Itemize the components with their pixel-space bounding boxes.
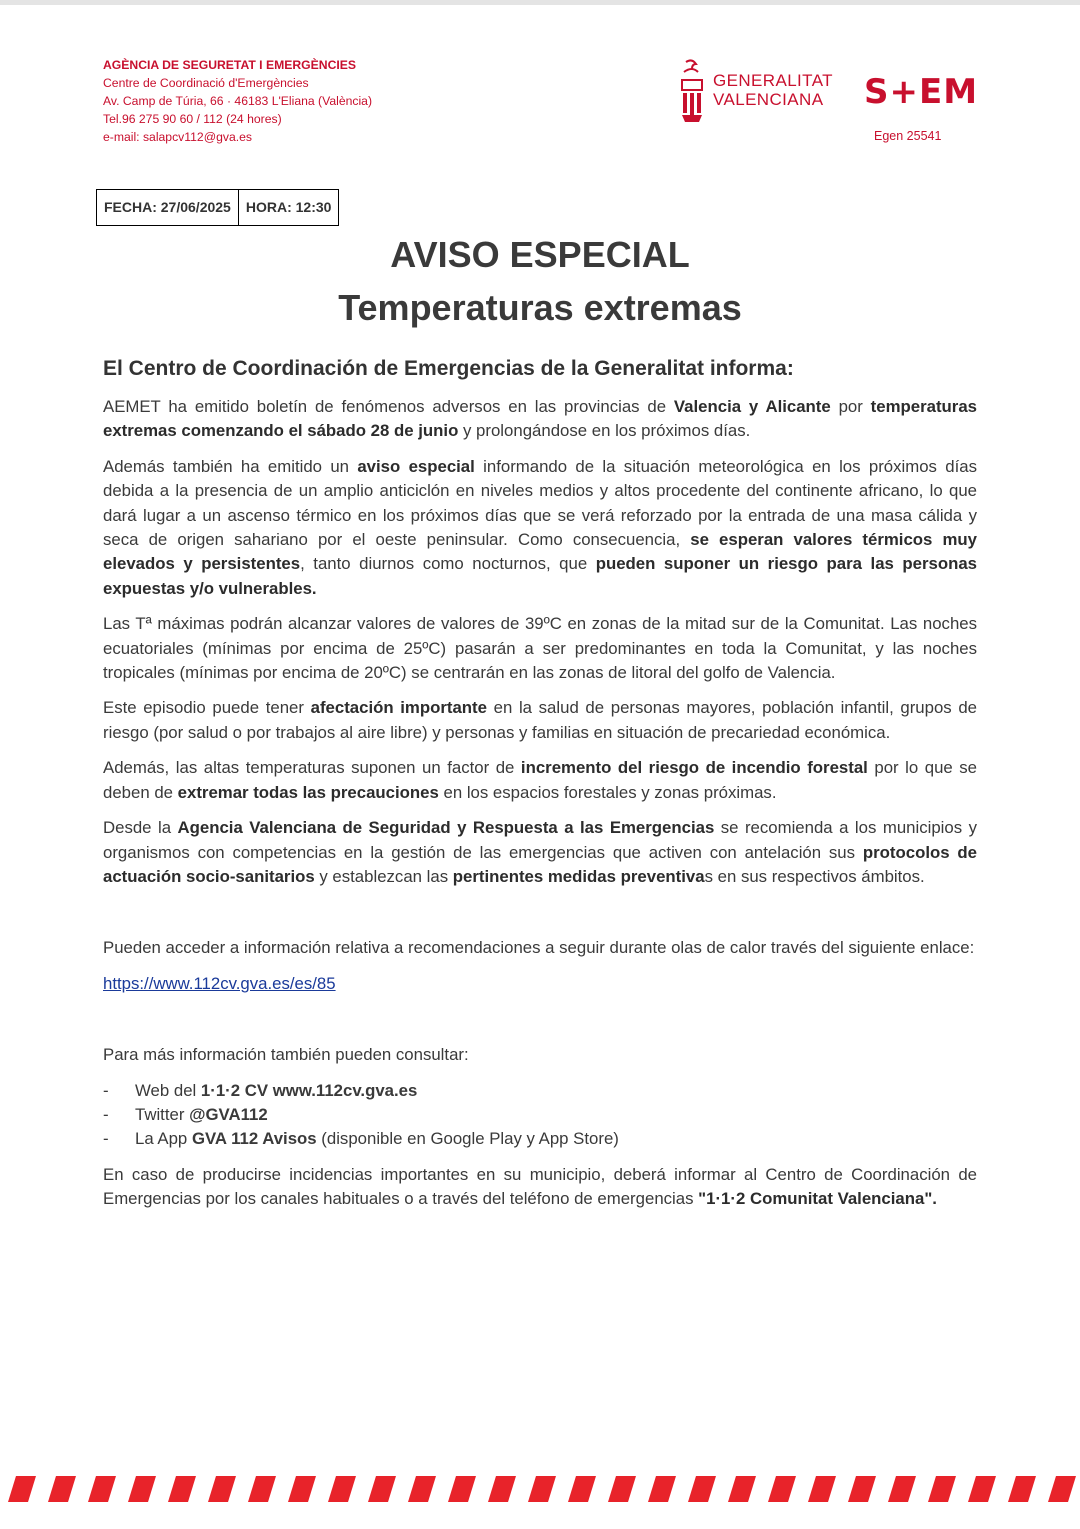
stripe-segment (928, 1476, 956, 1502)
stripe-segment (968, 1476, 996, 1502)
stripe-segment (208, 1476, 236, 1502)
stripe-segment (408, 1476, 436, 1502)
list-item-app: - La App GVA 112 Avisos (disponible en Google Play y App Store) (103, 1127, 977, 1151)
intro-heading: El Centro de Coordinación de Emergencias de la Generalitat informa: (103, 357, 794, 380)
paragraph-more-info: Para más información también pueden consultar: (103, 1045, 469, 1065)
stripe-segment (368, 1476, 396, 1502)
stripe-segment (8, 1476, 36, 1502)
date-cell: FECHA: 27/06/2025 (104, 199, 231, 215)
egen-reference: Egen 25541 (874, 129, 942, 143)
paragraph-health-impact: Este episodio puede tener afectación importante en la salud de personas mayores, población infantil, grupos de riesgo (por salud o por trabajos al aire libre) y personas y familias en situación de precariedad económica. (103, 698, 978, 742)
paragraph-agency-recommendation: Desde la Agencia Valenciana de Seguridad y Respuesta a las Emergencias se recomienda a los municipios y organismos con competencias en la gestión de las emergencias que activen con antelación sus protocolos de actuación socio-sanitarios y establezcan las pertinentes medidas preventivas en sus respectivos ámbitos. (103, 818, 977, 886)
stripe-segment (48, 1476, 76, 1502)
agency-address: Av. Camp de Túria, 66 · 46183 L'Eliana (València) (103, 94, 373, 108)
list-item-web: - Web del 1·1·2 CV www.112cv.gva.es (103, 1079, 977, 1103)
paragraph-aemet-bulletin: AEMET ha emitido boletín de fenómenos adversos en las provincias de Valencia y Alicante por temperaturas extremas comenzando el sábado 28 de junio y prolongándose en los próximos días. (103, 397, 977, 441)
paragraph-incident-reporting: En caso de producirse incidencias importantes en su municipio, deberá informar al Centro de Coordinación de Emergencias por los canales habituales o a través del teléfono de emergencias "1·1·2 Comunitat Valenciana". (103, 1164, 977, 1209)
stripe-segment (168, 1476, 196, 1502)
agency-phone: Tel.96 275 90 60 / 112 (24 hores) (103, 112, 282, 126)
sem-logo: S+EM (864, 72, 979, 112)
stripe-segment (488, 1476, 516, 1502)
document-body (103, 357, 977, 1223)
agency-centre: Centre de Coordinació d'Emergències (103, 76, 309, 90)
time-cell: HORA: 12:30 (238, 190, 339, 225)
agency-email: e-mail: salapcv112@gva.es (103, 130, 252, 144)
stripe-segment (128, 1476, 156, 1502)
stripe-segment (1008, 1476, 1036, 1502)
generalitat-seal-icon (676, 58, 710, 124)
stripe-segment (848, 1476, 876, 1502)
stripe-segment (88, 1476, 116, 1502)
bottom-stripe-border (0, 1474, 1080, 1504)
info-sources-list (103, 1079, 977, 1152)
stripe-segment (1048, 1476, 1076, 1502)
top-border (0, 0, 1080, 5)
stripe-segment (888, 1476, 916, 1502)
document-subtitle: Temperaturas extremas (338, 287, 742, 328)
stripe-segment (688, 1476, 716, 1502)
stripe-segment (608, 1476, 636, 1502)
recommendations-link[interactable]: https://www.112cv.gva.es/es/85 (103, 973, 336, 993)
stripe-segment (648, 1476, 676, 1502)
gva-line-1: GENERALITAT (713, 71, 833, 90)
agency-address-block (103, 56, 372, 146)
stripe-segment (288, 1476, 316, 1502)
stripe-segment (728, 1476, 756, 1502)
agency-name: AGÈNCIA DE SEGURETAT I EMERGÈNCIES (103, 58, 357, 72)
generalitat-logo (676, 58, 846, 124)
stripe-segment (248, 1476, 276, 1502)
stripe-segment (528, 1476, 556, 1502)
list-item-twitter: - Twitter @GVA112 (103, 1103, 977, 1127)
paragraph-fire-risk: Además, las altas temperaturas suponen un factor de incremento del riesgo de incendio forestal por lo que se deben de extremar todas las precauciones en los espacios forestales y zonas próximas. (103, 758, 977, 802)
stripe-segment (568, 1476, 596, 1502)
paragraph-special-notice: Además también ha emitido un aviso especial informando de la situación meteorológica en los próximos días debida a la presencia de un amplio anticiclón en niveles medios y altos procedente del continente africano, lo que dará lugar a un ascenso térmico en los próximos días que se verá reforzado por la entrada de una masa cálida y seca de origen sahariano por el oeste peninsular. Como consecuencia, se esperan valores térmicos muy elevados y persistentes, tanto diurnos como nocturnos, que pueden suponer un riesgo para las personas expuestas y/o vulnerables. (103, 456, 977, 598)
gva-line-2: VALENCIANA (713, 90, 824, 109)
paragraph-link (103, 972, 977, 996)
stripe-segment (328, 1476, 356, 1502)
stripe-segment (768, 1476, 796, 1502)
generalitat-wordmark (713, 71, 833, 109)
stripe-segment (808, 1476, 836, 1502)
paragraph-recommendations-link-intro: Pueden acceder a información relativa a recomendaciones a seguir durante olas de calor través del siguiente enlace: (103, 938, 975, 958)
stripe-segment (448, 1476, 476, 1502)
date-time-box (96, 189, 339, 226)
paragraph-max-temperatures: Las Tª máximas podrán alcanzar valores de valores de 39ºC en zonas de la mitad sur de la Comunitat. Las noches ecuatoriales (mínimas por encima de 25ºC) pasarán a ser predominantes en toda la Comunitat, y las noches tropicales (mínimas por encima de 20ºC) se centrarán en las zonas de litoral del golfo de Valencia. (103, 614, 977, 683)
document-title: AVISO ESPECIAL (390, 234, 690, 275)
